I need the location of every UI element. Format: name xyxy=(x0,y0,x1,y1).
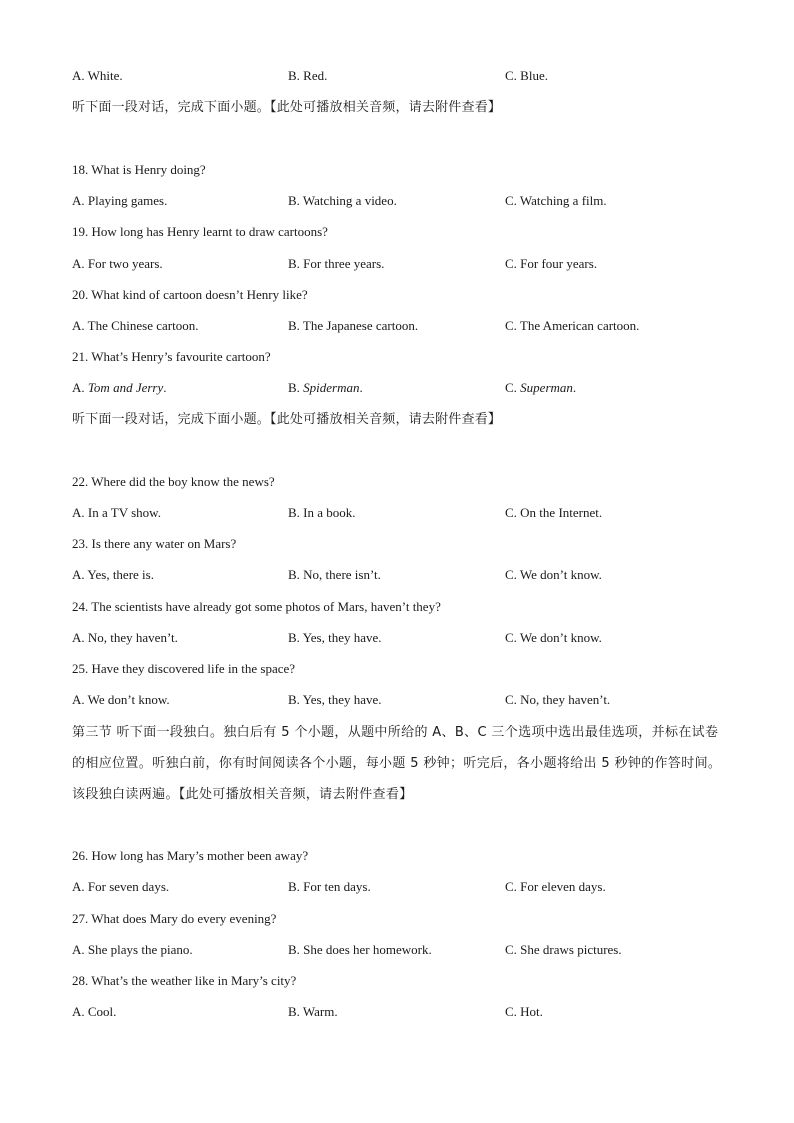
option-b: B. Yes, they have. xyxy=(288,630,382,645)
option-c: C. Superman. xyxy=(505,380,577,395)
option-c: C. We don’t know. xyxy=(505,630,602,645)
option-b: B. No, there isn’t. xyxy=(288,567,381,582)
option-a: A. No, they haven’t. xyxy=(72,630,178,645)
option-a: A. For two years. xyxy=(72,256,163,271)
question-25: 25. Have they discovered life in the space? xyxy=(72,661,296,676)
option-b: B. In a book. xyxy=(288,505,356,520)
section-3-instructions: 第三节 听下面一段独白。独白后有 5 个小题，从题中所给的 A、B、C 三个选项中选出最佳选项，并标在试卷的相应位置。听独白前，你有时间阅读各个小题，每小题 5 秒钟；听完后，各小题将给出 5 秒钟的作答时间。该段独白读两遍。【此处可播放相关音频，请去附件查看】 xyxy=(72,725,722,802)
question-18: 18. What is Henry doing? xyxy=(72,162,206,177)
question-27: 27. What does Mary do every evening? xyxy=(72,911,277,926)
option-b: B. For ten days. xyxy=(288,879,371,894)
question-26: 26. How long has Mary’s mother been away? xyxy=(72,848,309,863)
option-c: C. Watching a film. xyxy=(505,193,607,208)
option-c: C. For four years. xyxy=(505,256,598,271)
option-a: A. Tom and Jerry. xyxy=(72,380,167,395)
option-a: A. In a TV show. xyxy=(72,505,161,520)
option-c: C. Blue. xyxy=(505,68,548,83)
option-b: B. Red. xyxy=(288,68,328,83)
option-c: C. On the Internet. xyxy=(505,505,603,520)
option-c: C. No, they haven’t. xyxy=(505,692,611,707)
option-c: C. For eleven days. xyxy=(505,879,606,894)
option-a: A. Yes, there is. xyxy=(72,567,154,582)
option-a: A. The Chinese cartoon. xyxy=(72,318,199,333)
option-b: B. Yes, they have. xyxy=(288,692,382,707)
option-a: A. We don’t know. xyxy=(72,692,170,707)
option-title: Tom and Jerry xyxy=(87,380,164,395)
question-20: 20. What kind of cartoon doesn’t Henry like? xyxy=(72,287,308,302)
option-b: B. The Japanese cartoon. xyxy=(288,318,419,333)
option-b: B. She does her homework. xyxy=(288,942,432,957)
option-c: C. We don’t know. xyxy=(505,567,602,582)
option-c: C. Hot. xyxy=(505,1004,543,1019)
option-a: A. Cool. xyxy=(72,1004,117,1019)
option-a: A. Playing games. xyxy=(72,193,168,208)
question-23: 23. Is there any water on Mars? xyxy=(72,536,237,551)
question-28: 28. What’s the weather like in Mary’s city? xyxy=(72,973,297,988)
question-24: 24. The scientists have already got some photos of Mars, haven’t they? xyxy=(72,599,441,614)
option-title: Superman xyxy=(520,380,573,395)
option-a: A. White. xyxy=(72,68,123,83)
option-c: C. She draws pictures. xyxy=(505,942,622,957)
question-21: 21. What’s Henry’s favourite cartoon? xyxy=(72,349,271,364)
question-19: 19. How long has Henry learnt to draw cartoons? xyxy=(72,224,328,239)
option-b: B. Warm. xyxy=(288,1004,338,1019)
section-instruction: 听下面一段对话，完成下面小题。【此处可播放相关音频，请去附件查看】 xyxy=(72,412,502,427)
option-a: A. She plays the piano. xyxy=(72,942,193,957)
section-instruction: 听下面一段对话，完成下面小题。【此处可播放相关音频，请去附件查看】 xyxy=(72,100,502,115)
option-b: B. For three years. xyxy=(288,256,385,271)
question-22: 22. Where did the boy know the news? xyxy=(72,474,275,489)
option-title: Spiderman xyxy=(303,380,360,395)
option-c: C. The American cartoon. xyxy=(505,318,640,333)
option-b: B. Watching a video. xyxy=(288,193,397,208)
option-a: A. For seven days. xyxy=(72,879,170,894)
option-b: B. Spiderman. xyxy=(288,380,363,395)
